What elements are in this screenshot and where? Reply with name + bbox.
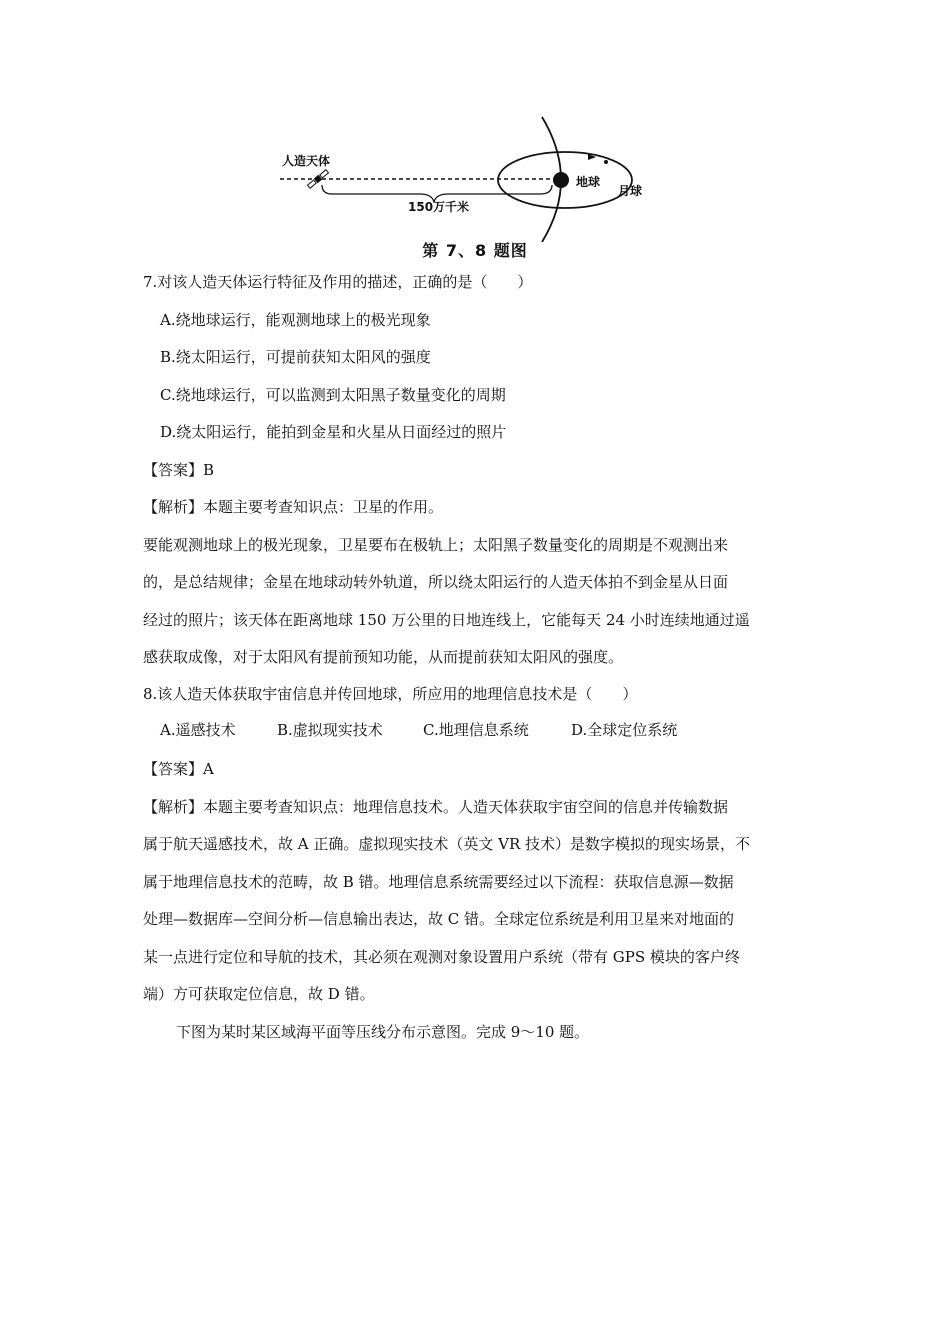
q8-option-d: D.全球定位系统: [571, 721, 678, 739]
q7-answer: 【答案】B: [143, 461, 215, 479]
label-earth: 地球: [576, 175, 601, 189]
q7-analysis-head: 【解析】本题主要考查知识点：卫星的作用。: [143, 498, 444, 516]
q8-option-c: C.地理信息系统: [423, 721, 529, 739]
earth-icon: [553, 172, 569, 188]
figure-caption: 第 7、8 题图: [422, 241, 528, 260]
label-moon: 月球: [618, 184, 643, 198]
moon-icon: [604, 160, 608, 164]
q7-stem: 7.对该人造天体运行特征及作用的描述，正确的是（ ）: [143, 273, 533, 291]
label-distance: 150万千米: [408, 200, 470, 214]
next-section-intro: 下图为某时某区域海平面等压线分布示意图。完成 9～10 题。: [176, 1023, 590, 1041]
q7-option-c: C.绕地球运行，可以监测到太阳黑子数量变化的周期: [160, 386, 506, 404]
q8-analysis-line: 【解析】本题主要考查知识点：地理信息技术。人造天体获取宇宙空间的信息并传输数据: [143, 798, 729, 816]
q7-option-b: B.绕太阳运行，可提前获知太阳风的强度: [160, 348, 431, 366]
q8-analysis-line: 处理—数据库—空间分析—信息输出表达，故 C 错。全球定位系统是利用卫星来对地面的: [143, 910, 735, 928]
q8-analysis-line: 属于航天遥感技术，故 A 正确。虚拟现实技术（英文 VR 技术）是数字模拟的现实场景，不: [143, 835, 751, 853]
q8-answer: 【答案】A: [143, 760, 214, 778]
q7-analysis-line: 经过的照片；该天体在距离地球 150 万公里的日地连线上，它能每天 24 小时连续地通过遥: [143, 611, 750, 629]
q8-analysis-line: 某一点进行定位和导航的技术，其必须在观测对象设置用户系统（带有 GPS 模块的客户终: [143, 948, 740, 966]
q7-analysis-line: 的，是总结规律；金星在地球动转外轨道，所以绕太阳运行的人造天体拍不到金星从日面: [143, 573, 729, 591]
q8-option-a: A.遥感技术: [160, 721, 236, 739]
q8-options: [160, 720, 677, 740]
q7-analysis-line: 要能观测地球上的极光现象，卫星要布在极轨上；太阳黑子数量变化的周期是不观测出来: [143, 536, 729, 554]
q7-analysis-line: 感获取成像，对于太阳风有提前预知功能，从而提前获知太阳风的强度。: [143, 648, 624, 666]
orbit-diagram-svg: [270, 112, 670, 242]
q8-stem: 8.该人造天体获取宇宙信息并传回地球，所应用的地理信息技术是（ ）: [143, 685, 638, 703]
q8-option-b: B.虚拟现实技术: [277, 721, 383, 739]
label-artificial-body: 人造天体: [282, 154, 331, 168]
q7-option-d: D.绕太阳运行，能拍到金星和火星从日面经过的照片: [160, 423, 507, 441]
q8-analysis-line: 端）方可获取定位信息，故 D 错。: [143, 985, 375, 1003]
q7-option-a: A.绕地球运行，能观测地球上的极光现象: [160, 311, 431, 329]
q8-analysis-line: 属于地理信息技术的范畴，故 B 错。地理信息系统需要经过以下流程：获取信息源—数据: [143, 873, 734, 891]
